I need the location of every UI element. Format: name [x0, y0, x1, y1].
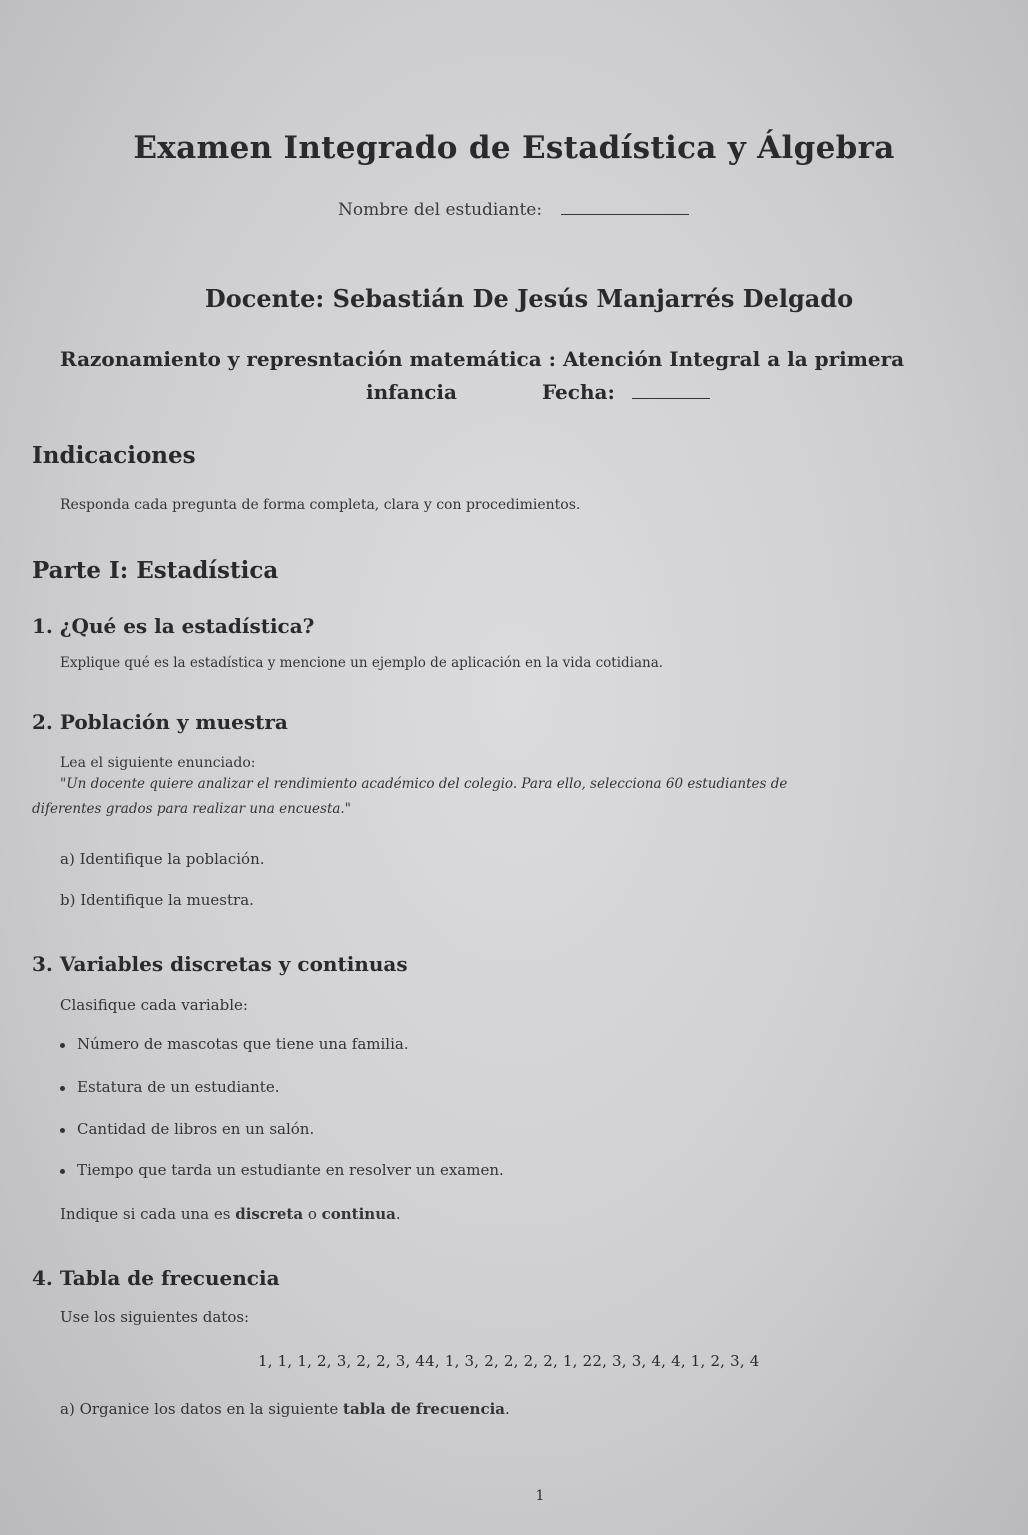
date-blank	[632, 384, 710, 399]
bullet-icon	[60, 1169, 65, 1174]
q3-variable-item: Estatura de un estudiante.	[60, 1078, 279, 1096]
frequency-table-term: tabla de frecuencia	[343, 1400, 505, 1418]
q4-title: 4. Tabla de frecuencia	[32, 1266, 280, 1290]
course-title-line1: Razonamiento y represntación matemática : Atención Integral a la primera	[60, 347, 905, 371]
instructions-text: Responda cada pregunta de forma completa, clara y con procedimientos.	[60, 497, 581, 513]
page-number: 1	[535, 1488, 545, 1504]
q2-quote-line1: "Un docente quiere analizar el rendimiento académico del colegio. Para ello, selecciona 60 estudiantes de	[60, 776, 788, 792]
q4-intro: Use los siguientes datos:	[60, 1308, 250, 1326]
part1-heading: Parte I: Estadística	[32, 557, 279, 584]
q4-data-list: 1, 1, 1, 2, 3, 2, 2, 3, 44, 1, 3, 2, 2, 2, 2, 1, 22, 3, 3, 4, 4, 1, 2, 3, 4	[258, 1352, 760, 1370]
teacher-name: Docente: Sebastián De Jesús Manjarrés Delgado	[204, 284, 854, 313]
student-name-label: Nombre del estudiante:	[338, 200, 543, 220]
bullet-icon	[60, 1043, 65, 1048]
q2-item-a: a) Identifique la población.	[60, 850, 265, 868]
bullet-icon	[60, 1086, 65, 1091]
q4-item-a: a) Organice los datos en la siguiente tabla de frecuencia.	[60, 1400, 510, 1418]
instructions-heading: Indicaciones	[32, 442, 196, 469]
q2-intro: Lea el siguiente enunciado:	[60, 755, 256, 771]
student-name-line	[338, 200, 689, 220]
q3-variable-item: Tiempo que tarda un estudiante en resolver un examen.	[60, 1161, 504, 1179]
q3-variable-item: Cantidad de libros en un salón.	[60, 1120, 314, 1138]
course-title-line2	[366, 380, 710, 404]
q2-quote-line2: diferentes grados para realizar una encuesta."	[32, 801, 351, 817]
bullet-icon	[60, 1128, 65, 1133]
q3-closing: Indique si cada una es discreta o continua.	[60, 1205, 401, 1223]
q2-item-b: b) Identifique la muestra.	[60, 891, 254, 909]
q1-text: Explique qué es la estadística y mencione un ejemplo de aplicación en la vida cotidiana.	[60, 655, 664, 671]
continua-term: continua	[321, 1205, 396, 1223]
date-label: Fecha:	[541, 380, 615, 404]
q3-title: 3. Variables discretas y continuas	[32, 952, 408, 976]
course-title-cont: infancia	[366, 380, 457, 404]
q3-variable-item: Número de mascotas que tiene una familia.	[60, 1035, 409, 1053]
q3-intro: Clasifique cada variable:	[60, 996, 248, 1014]
q1-title: 1. ¿Qué es la estadística?	[32, 614, 315, 638]
student-name-blank	[561, 200, 689, 215]
discreta-term: discreta	[235, 1205, 304, 1223]
q2-title: 2. Población y muestra	[32, 710, 288, 734]
exam-title: Examen Integrado de Estadística y Álgebra	[133, 130, 895, 166]
